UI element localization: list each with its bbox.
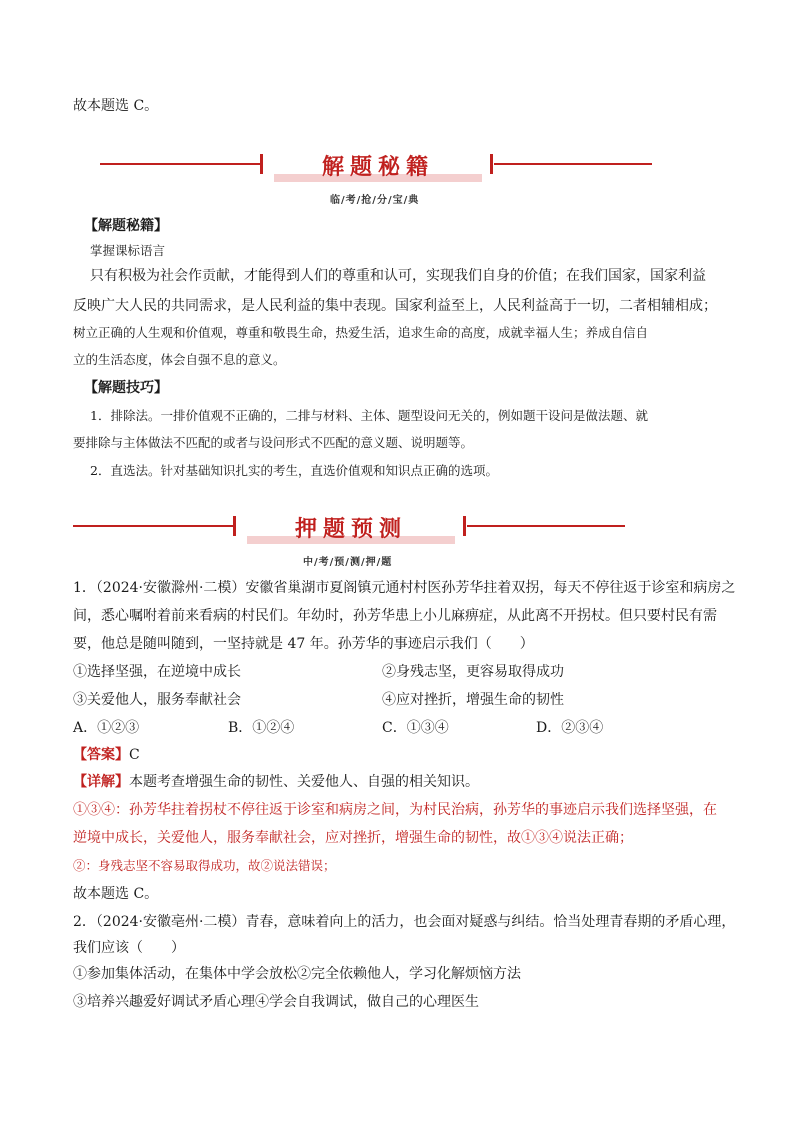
q2-stem-line: 我们应该（ ） — [73, 940, 185, 956]
banner-subtitle: 中/考/预/测/押/题 — [303, 557, 393, 568]
tip-line: 2．直选法。针对基础知识扎实的考生，直选价值观和知识点正确的选项。 — [90, 463, 498, 478]
q1-option-d: D．②③④ — [536, 720, 604, 736]
heading-tips: 【解题技巧】 — [84, 380, 168, 396]
para1-line: 树立正确的人生观和价值观，尊重和敬畏生命，热爱生活，追求生命的高度，成就幸福人生；养成自信自 — [73, 325, 649, 340]
top-conclusion: 故本题选 C。 — [73, 98, 159, 114]
q1-stem-line: 要，他总是随叫随到，一坚持就是 47 年。孙芳华的事迹启示我们（ ） — [73, 636, 534, 652]
q1-option-c: C．①③④ — [382, 720, 449, 736]
q1-item: ②身残志坚，更容易取得成功 — [382, 664, 564, 680]
q1-item: ①选择坚强，在逆境中成长 — [73, 664, 241, 680]
banner-title: 解题秘籍 — [321, 154, 434, 180]
detail-text: 本题考查增强生命的韧性、关爱他人、自强的相关知识。 — [129, 774, 479, 790]
banner-rule-right — [467, 525, 625, 527]
q1-explanation-line: ②：身残志坚不容易取得成功，故②说法错误； — [73, 858, 336, 873]
q1-conclusion: 故本题选 C。 — [73, 886, 159, 902]
answer-label: 【答案】 — [73, 747, 129, 763]
q2-stem-line: 2．（2024·安徽亳州·二模）青春，意味着向上的活力，也会面对疑惑与纠结。恰当处理青春期的矛盾心理， — [73, 914, 736, 930]
para1-line: 反映广大人民的共同需求，是人民利益的集中表现。国家利益至上，人民利益高于一切，二者相辅相成； — [73, 298, 717, 314]
q1-option-a: A．①②③ — [73, 720, 140, 736]
q1-explanation-line: ①③④：孙芳华拄着拐杖不停往返于诊室和病房之间，为村民治病，孙芳华的事迹启示我们选择坚强，在 — [73, 802, 717, 818]
q1-stem-line: 间，悉心嘱咐着前来看病的村民们。年幼时，孙芳华患上小儿麻痹症，从此离不开拐杖。但只要村民有需 — [73, 608, 717, 624]
tip-line: 1．排除法。一排价值观不正确的，二排与材料、主体、题型设问无关的，例如题干设问是做法题、就 — [90, 408, 648, 423]
tip-line: 要排除与主体做法不匹配的或者与设问形式不匹配的意义题、说明题等。 — [73, 435, 474, 450]
banner-rule-right — [494, 163, 652, 165]
q1-explanation-line: 逆境中成长，关爱他人，服务奉献社会，应对挫折，增强生命的韧性，故①③④说法正确； — [73, 830, 633, 846]
q1-detail — [73, 772, 479, 792]
banner-rule-left — [73, 525, 233, 527]
banner-subtitle: 临/考/抢/分/宝/典 — [330, 195, 420, 206]
banner-tick-left — [260, 154, 263, 174]
label-master: 掌握课标语言 — [90, 243, 166, 258]
detail-label: 【详解】 — [73, 774, 129, 790]
q2-item-line: ①参加集体活动，在集体中学会放松②完全依赖他人，学习化解烦恼方法 — [73, 966, 521, 982]
answer-value: C — [129, 747, 140, 763]
q1-item: ④应对挫折，增强生命的韧性 — [382, 692, 564, 708]
banner-rule-left — [100, 163, 260, 165]
banner-title: 押题预测 — [294, 516, 407, 542]
para1-line: 只有积极为社会作贡献，才能得到人们的尊重和认可，实现我们自身的价值；在我们国家，国家利益 — [90, 268, 706, 284]
q1-answer — [73, 745, 140, 765]
section-banner-tips — [100, 148, 652, 188]
q2-item-line: ③培养兴趣爱好调试矛盾心理④学会自我调试，做自己的心理医生 — [73, 994, 479, 1010]
para1-line: 立的生活态度，体会自强不息的意义。 — [73, 352, 286, 367]
section-banner-predict — [73, 510, 625, 550]
banner-title-box — [274, 148, 482, 182]
q1-stem-line: 1．（2024·安徽滁州·二模）安徽省巢湖市夏阁镇元通村村医孙芳华拄着双拐，每天不停往返于诊室和病房之 — [73, 580, 736, 596]
banner-title-box — [247, 510, 455, 544]
banner-tick-right — [490, 154, 493, 174]
heading-secret: 【解题秘籍】 — [84, 218, 168, 234]
banner-tick-right — [463, 516, 466, 536]
banner-tick-left — [233, 516, 236, 536]
q1-item: ③关爱他人，服务奉献社会 — [73, 692, 241, 708]
q1-option-b: B．①②④ — [228, 720, 295, 736]
